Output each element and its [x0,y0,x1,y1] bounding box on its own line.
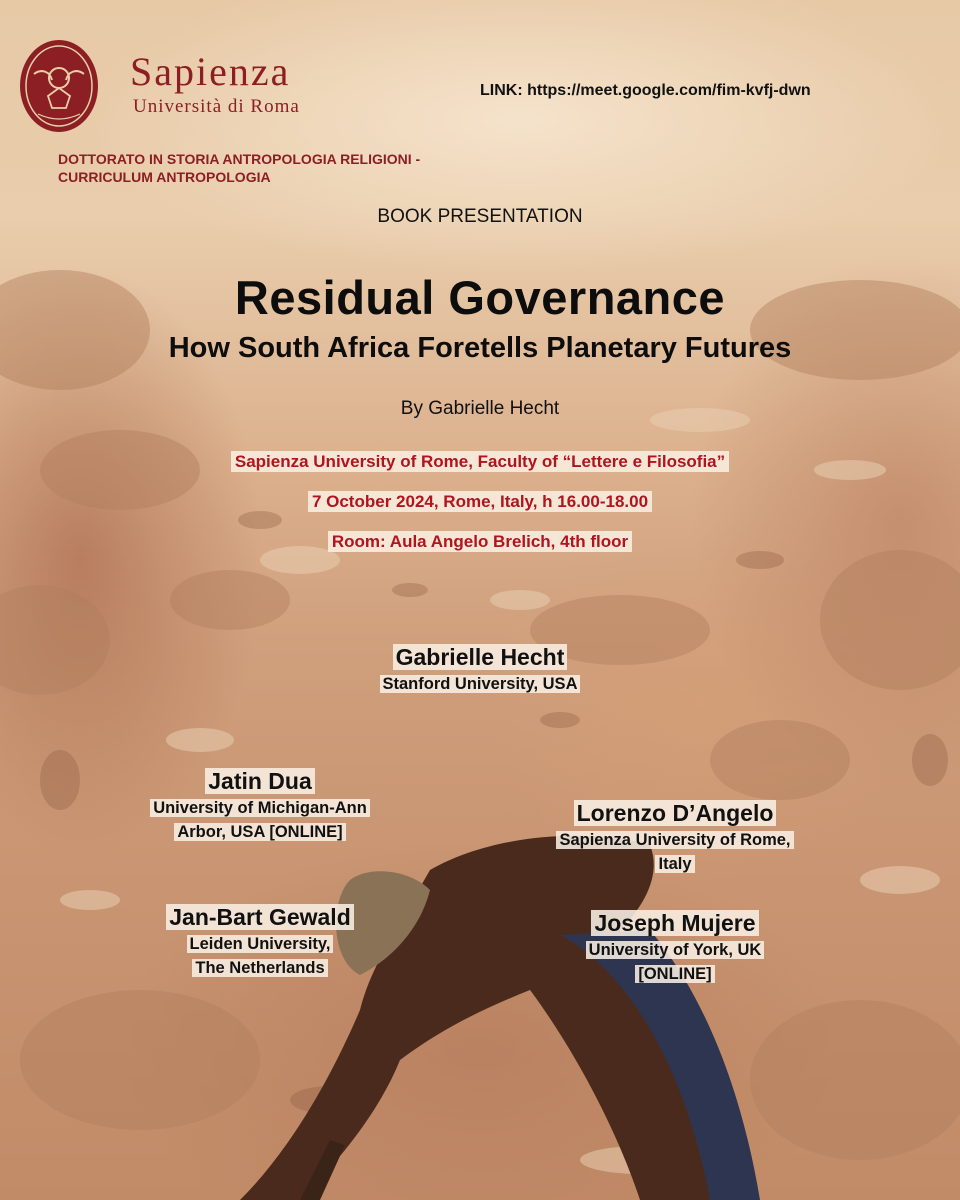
venue-text: Sapienza University of Rome, Faculty of “Lettere e Filosofia” [231,451,729,472]
meeting-link[interactable]: LINK: https://meet.google.com/fim-kvfj-dwn [480,82,811,99]
speaker-affiliation-line-1: Sapienza University of Rome, [556,831,793,849]
speaker-affiliation-line-2: The Netherlands [192,959,327,977]
speaker-name: Jan-Bart Gewald [166,904,354,930]
room-text: Room: Aula Angelo Brelich, 4th floor [328,531,632,552]
event-venue [0,452,960,472]
sapienza-seal-logo [18,38,100,134]
program-line-1: DOTTORATO IN STORIA ANTROPOLOGIA RELIGIONI - [58,151,421,167]
book-title: Residual Governance [234,271,726,324]
speaker-affiliation-line-2: Arbor, USA [ONLINE] [174,823,345,841]
speaker-lorenzo-dangelo [505,798,845,876]
speaker-name: Gabrielle Hecht [393,644,568,670]
speaker-jan-bart-gewald [110,902,410,980]
book-author: By Gabrielle Hecht [400,398,560,419]
speaker-joseph-mujere [525,908,825,986]
event-datetime [0,492,960,512]
event-type: BOOK PRESENTATION [377,206,583,227]
speaker-affiliation-line-1: University of Michigan-Ann [150,799,370,817]
datetime-text: 7 October 2024, Rome, Italy, h 16.00-18.00 [308,491,652,512]
university-subtitle: Università di Roma [133,96,300,117]
speaker-affiliation-line-2: [ONLINE] [635,965,714,983]
program-line-2: CURRICULUM ANTROPOLOGIA [58,169,271,185]
speaker-name: Joseph Mujere [591,910,758,936]
university-name: Sapienza [130,49,291,94]
event-room [0,532,960,552]
speaker-jatin-dua [95,766,425,844]
speaker-affiliation-line-1: University of York, UK [586,941,765,959]
doctoral-program [58,150,420,186]
book-subtitle: How South Africa Foretells Planetary Futures [168,332,792,364]
speaker-affiliation-line-2: Italy [655,855,694,873]
speaker-affiliation-line-1: Leiden University, [187,935,334,953]
speaker-affiliation: Stanford University, USA [380,675,581,693]
speaker-name: Jatin Dua [205,768,315,794]
speaker-name: Lorenzo D’Angelo [574,800,777,826]
speaker-gabrielle-hecht [280,642,680,696]
